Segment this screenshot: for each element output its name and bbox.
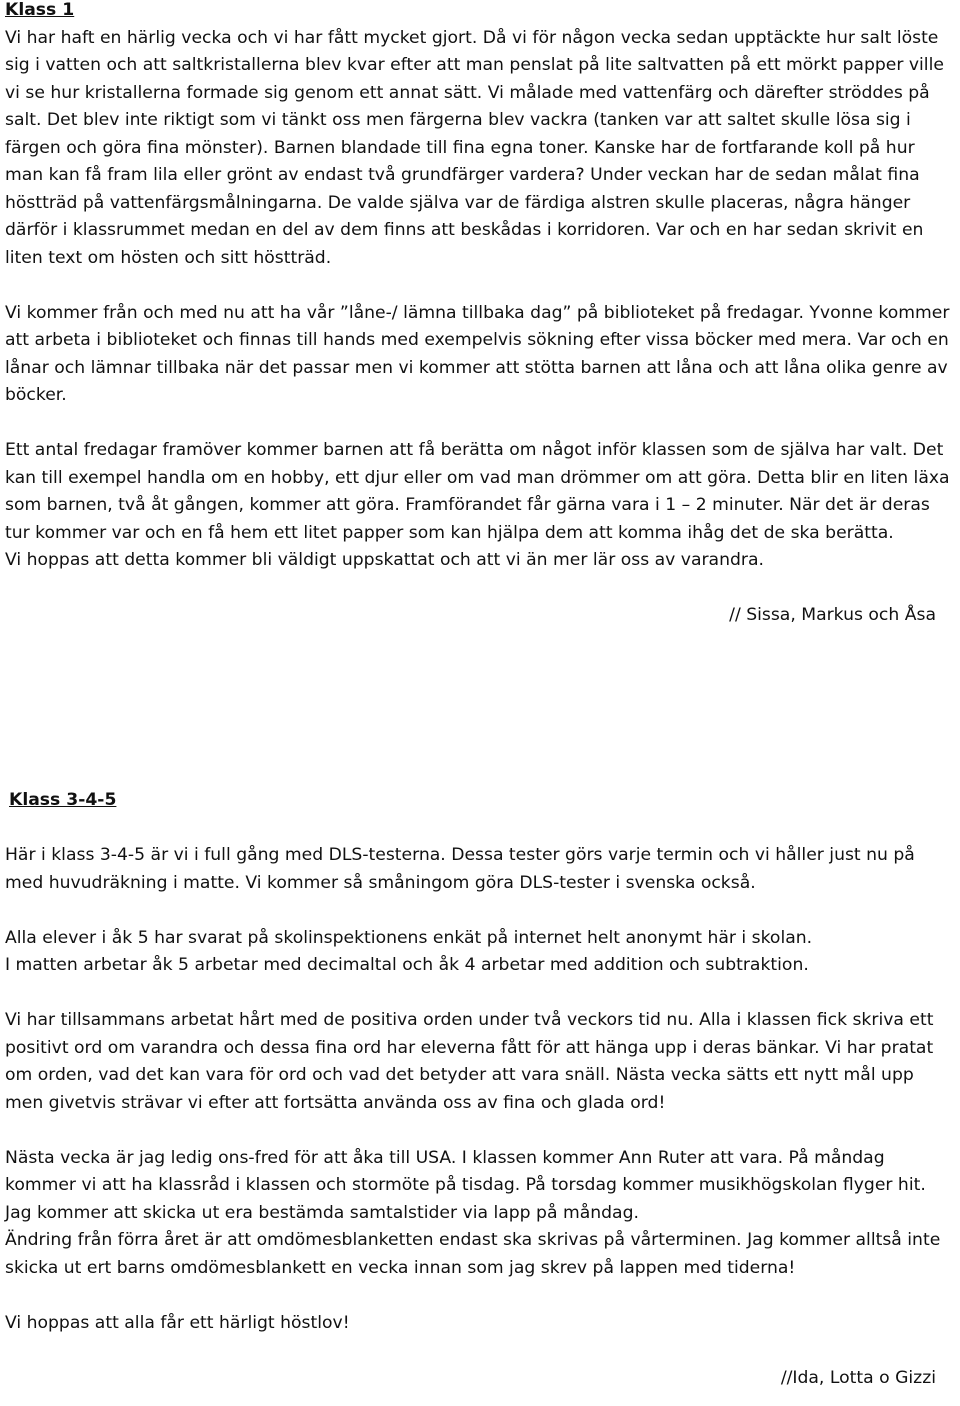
klass-3-4-5-paragraph-survey: Alla elever i åk 5 har svarat på skolinspektionens enkät på internet helt anonymt här i skolan. xyxy=(5,927,813,948)
klass-1-heading: Klass 1 xyxy=(5,0,75,20)
klass-1-paragraph-closing: Vi hoppas att detta kommer bli väldigt uppskattat och att vi än mer lär oss av varandra. xyxy=(5,550,764,570)
klass-1-paragraph-presentations: Ett antal fredagar framöver kommer barnen att få berätta om något inför klassen som de själva har valt. Det kan till exempel handla om en hobby, ett djur eller om vad man drömmer om att göra. Detta blir en liten läxa som barnen, två åt gången, kommer att göra. Framförandet får gärna vara i 1 – 2 minuter. När det är deras tur kommer var och en få hem ett litet papper som kan hjälpa dem att komma ihåg det de ska berätta. xyxy=(5,440,950,543)
klass-3-4-5-paragraph-math: I matten arbetar åk 5 arbetar med decimaltal och åk 4 arbetar med addition och subtraktion. xyxy=(5,955,809,975)
klass-3-4-5-paragraph-next-week: Nästa vecka är jag ledig ons-fred för att åka till USA. I klassen kommer Ann Ruter att vara. På måndag kommer vi att ha klassråd i klassen och stormöte på tisdag. På torsdag kommer musikhögskolan flyger hit. Jag kommer att skicka ut era bestämda samtalstider via lapp på måndag. xyxy=(5,1147,926,1223)
klass-3-4-5-paragraph-holiday: Vi hoppas att alla får ett härligt höstlov! xyxy=(5,1312,350,1333)
klass-3-4-5-heading: Klass 3-4-5 xyxy=(9,790,117,810)
klass-1-paragraph-library: Vi kommer från och med nu att ha vår ”låne-/ lämna tillbaka dag” på biblioteket på fredagar. Yvonne kommer att arbeta i biblioteket och finnas till hands med exempelvis sökning efter vissa böcker med mera. Var och en lånar och lämnar tillbaka när det passar men vi kommer att stötta barnen att låna och att låna olika genre av böcker. xyxy=(5,302,950,405)
klass-3-4-5-paragraph-dls: Här i klass 3-4-5 är vi i full gång med DLS-testerna. Dessa tester görs varje termin och vi håller just nu på med huvudräkning i matte. Vi kommer så småningom göra DLS-tester i svenska också. xyxy=(5,845,915,893)
klass-3-4-5-paragraph-positive-words: Vi har tillsammans arbetat hårt med de positiva orden under två veckors tid nu. Alla i klassen fick skriva ett positivt ord om varandra och dessa fina ord har eleverna fått för att hänga upp i deras bänkar. Vi har pratat om orden, vad det kan vara för ord och vad det betyder att vara snäll. Nästa vecka sätts ett nytt mål upp men givetvis strävar vi efter att fortsätta använda oss av fina och glada ord! xyxy=(5,1010,934,1113)
klass-1-paragraph-salt-painting: Vi har haft en härlig vecka och vi har fått mycket gjort. Då vi för någon vecka sedan upptäckte hur salt löste sig i vatten och att saltkristallerna blev kvar efter att man penslat på lite saltvatten på ett mörkt papper ville vi se hur kristallerna formade sig genom ett annat sätt. Vi målade med vattenfärg och därefter ströddes på salt. Det blev inte riktigt som vi tänkt oss men färgerna blev vackra (tanken var att saltet skulle lösa sig i färgen och göra fina mönster). Barnen blandade till fina egna toner. Kanske har de fortfarande koll på hur man kan få fram lila eller grönt av endast två grundfärger vardera? Under veckan har de sedan målat fina höstträd på vattenfärgsmålningarna. De valde själva var de färdiga alstren skulle placeras, några hänger därför i klassrummet medan en del av dem finns att beskådas i korridoren. Var och en har sedan skrivit en liten text om hösten och sitt höstträd. xyxy=(5,27,944,268)
klass-3-4-5-section xyxy=(5,787,955,1392)
klass-1-signature: // Sissa, Markus och Åsa xyxy=(729,605,936,625)
klass-3-4-5-paragraph-assessment: Ändring från förra året är att omdömesblanketten endast ska skrivas på vårterminen. Jag kommer alltså inte skicka ut ert barns omdömesblankett en vecka innan som jag skrev på lappen med tiderna! xyxy=(5,1230,941,1278)
klass-1-section xyxy=(5,0,955,630)
klass-3-4-5-signature: //Ida, Lotta o Gizzi xyxy=(780,1367,936,1388)
